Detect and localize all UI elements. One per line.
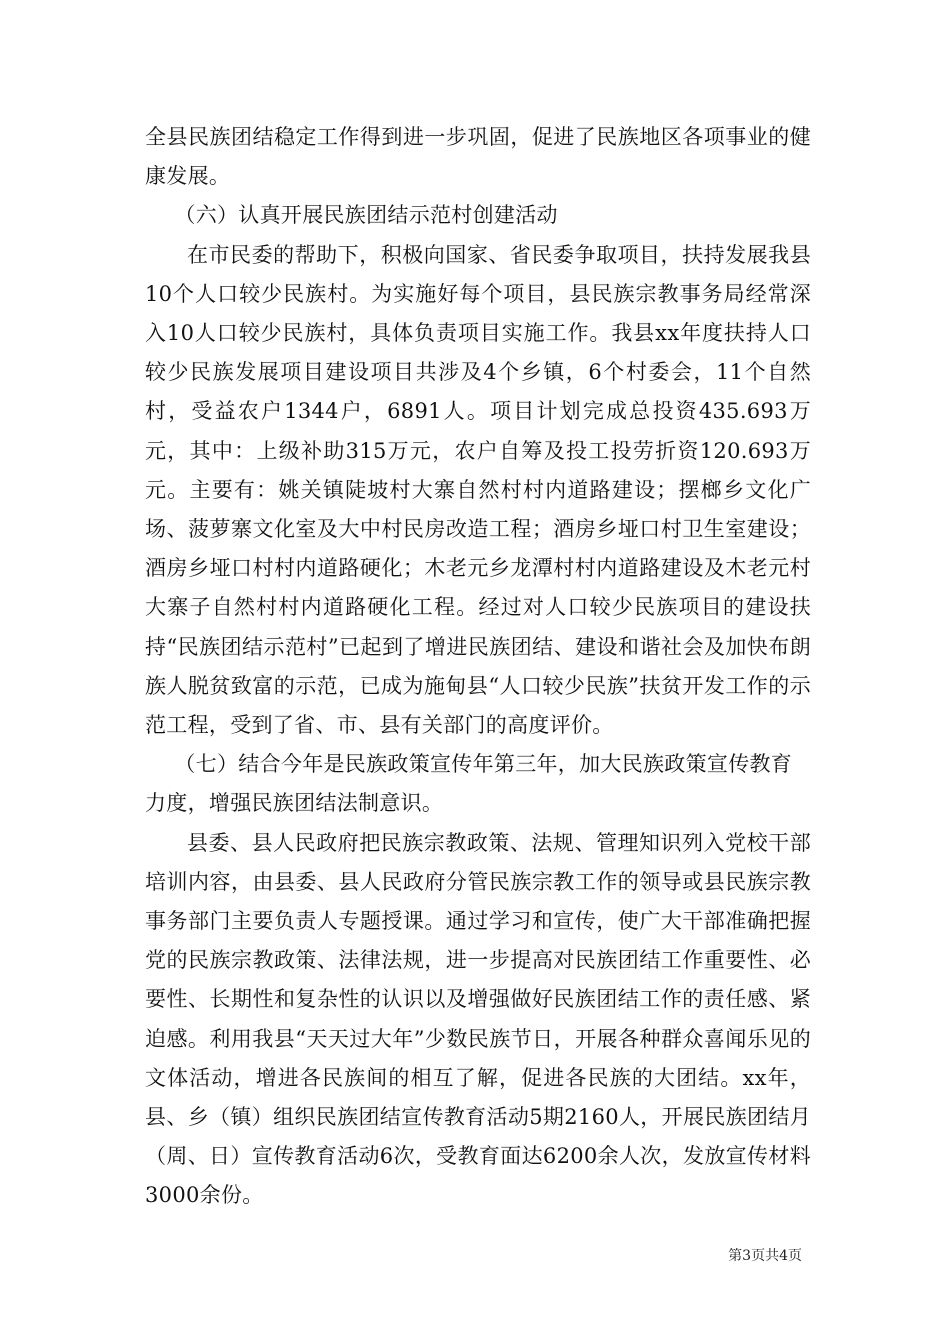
paragraph-policy-publicity: 县委、县人民政府把民族宗教政策、法规、管理知识列入党校干部培训内容，由县委、县人民政府分管民族宗教工作的领导或县民族宗教事务部门主要负责人专题授课。通过学习和宣传，使广大干部准确把握党的民族宗教政策、法律法规，进一步提高对民族团结工作重要性、必要性、长期性和复杂性的认识以及增强做好民族团结工作的责任感、紧迫感。利用我县“天天过大年”少数民族节日，开展各种群众喜闻乐见的文体活动，增进各民族间的相互了解，促进各民族的大团结。xx年，县、乡（镇）组织民族团结宣传教育活动5期2160人，开展民族团结月（周、日）宣传教育活动6次，受教育面达6200余人次，发放宣传材料3000余份。 [145,830,811,1208]
section-heading-7: （七）结合今年是民族政策宣传年第三年，加大民族政策宣传教育力度，增强民族团结法制意识。 [145,752,793,816]
paragraph-demonstration-village: 在市民委的帮助下，积极向国家、省民委争取项目，扶持发展我县10个人口较少民族村。为实施好每个项目，县民族宗教事务局经常深入10人口较少民族村，具体负责项目实施工作。我县xx年度扶持人口较少民族发展项目建设项目共涉及4个乡镇，6个村委会，11个自然村，受益农户1344户，6891人。项目计划完成总投资435.693万元，其中：上级补助315万元，农户自筹及投工投劳折资120.693万元。主要有：姚关镇陡坡村大寨自然村村内道路建设；摆榔乡文化广场、菠萝寨文化室及大中村民房改造工程；酒房乡垭口村卫生室建设；酒房乡垭口村村内道路硬化；木老元乡龙潭村村内道路建设及木老元村大寨子自然村村内道路硬化工程。经过对人口较少民族项目的建设扶持“民族团结示范村”已起到了增进民族团结、建设和谐社会及加快布朗族人脱贫致富的示范，已成为施甸县“人口较少民族”扶贫开发工作的示范工程，受到了省、市、县有关部门的高度评价。 [145,242,811,738]
paragraph-continuation: 全县民族团结稳定工作得到进一步巩固，促进了民族地区各项事业的健康发展。 [145,125,811,189]
document-body [145,118,811,1216]
page-number: 第3页共4页 [728,1248,802,1264]
section-heading-6: （六）认真开展民族团结示范村创建活动 [174,203,558,228]
